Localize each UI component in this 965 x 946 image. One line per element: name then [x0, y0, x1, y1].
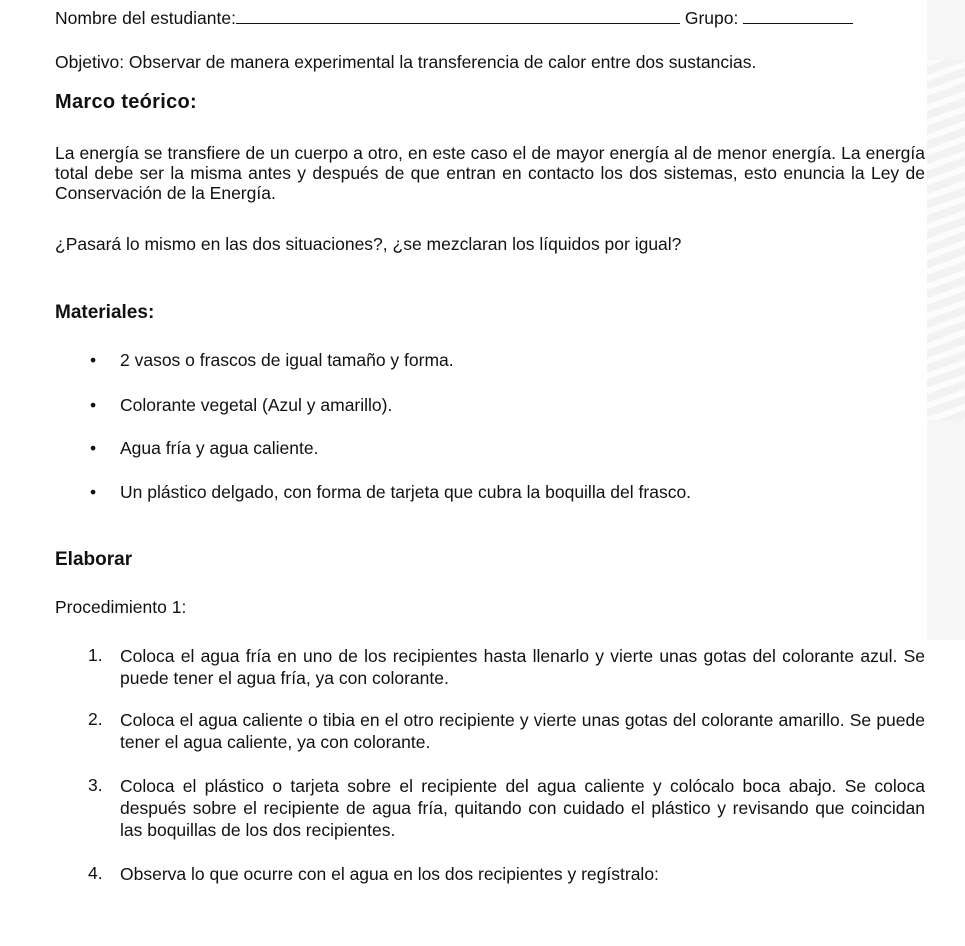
objective: Objetivo: Observar de manera experimental la transferencia de calor entre dos sustancias.	[55, 52, 757, 72]
bullet-icon: •	[90, 350, 97, 370]
bullet-icon: •	[90, 395, 97, 415]
student-name-field	[55, 7, 853, 29]
chevron-decoration	[927, 60, 965, 420]
group-label: Grupo:	[684, 8, 739, 28]
group-blank[interactable]	[743, 7, 853, 24]
bullet-icon: •	[90, 482, 97, 502]
bullet-icon: •	[90, 438, 97, 458]
theory-question: ¿Pasará lo mismo en las dos situaciones?, ¿se mezclaran los líquidos por igual?	[55, 234, 682, 254]
theory-paragraph: La energía se transfiere de un cuerpo a otro, en este caso el de mayor energía al de menor energía. La energía total debe ser la misma antes y después de que entran en contacto los dos sistemas, esto enuncia la Ley de Conservación de la Energía.	[55, 143, 925, 203]
theory-heading: Marco teórico:	[55, 91, 198, 113]
procedure-title: Procedimiento 1:	[55, 597, 187, 617]
student-name-blank[interactable]	[236, 7, 680, 24]
materials-heading: Materiales:	[55, 302, 155, 323]
elaborate-heading: Elaborar	[55, 549, 133, 570]
student-name-label: Nombre del estudiante:	[55, 8, 236, 28]
